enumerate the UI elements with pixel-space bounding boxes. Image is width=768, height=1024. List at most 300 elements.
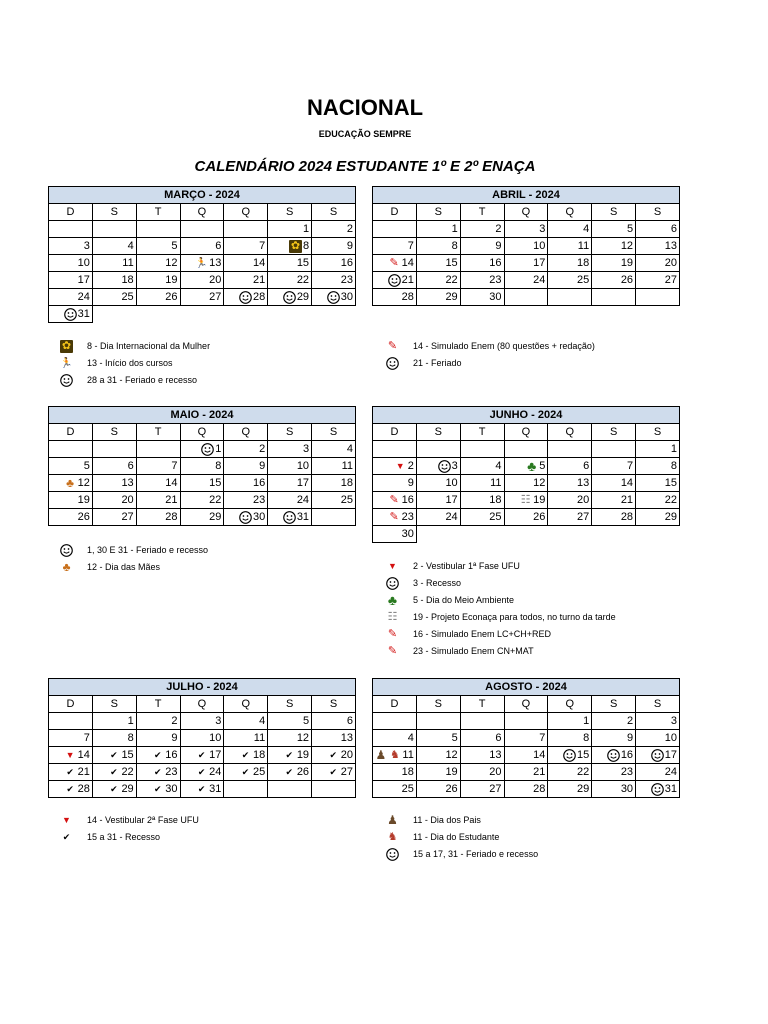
building-icon xyxy=(386,611,399,624)
legend-text: 21 - Feriado xyxy=(413,358,462,368)
smiley-icon xyxy=(239,511,252,524)
day-cell xyxy=(224,509,268,526)
day-cell xyxy=(636,475,680,492)
day-number: 4 xyxy=(495,460,502,472)
day-cell xyxy=(416,441,460,458)
day-number: 30 xyxy=(620,783,634,795)
legend-text: 3 - Recesso xyxy=(413,578,462,588)
day-cell xyxy=(224,713,268,730)
weekday-header: S xyxy=(416,424,460,441)
day-number: 30 xyxy=(340,291,353,303)
father-icon xyxy=(374,749,387,762)
day-cell xyxy=(180,475,224,492)
day-number: 29 xyxy=(445,291,458,303)
week-row xyxy=(373,458,680,475)
day-cell xyxy=(136,747,180,764)
day-cell xyxy=(180,747,224,764)
legend-item xyxy=(60,355,210,372)
day-number: 19 xyxy=(165,274,178,286)
weekday-header: Q xyxy=(180,424,224,441)
month-header: MAIO - 2024 xyxy=(49,407,356,424)
smiley-icon xyxy=(386,357,399,370)
day-cell xyxy=(92,747,136,764)
sunflower-icon xyxy=(60,340,73,353)
month-marco xyxy=(48,186,356,323)
weekday-header: T xyxy=(136,204,180,221)
day-cell xyxy=(416,272,460,289)
check-icon xyxy=(151,749,164,762)
smiley-icon xyxy=(607,749,620,762)
day-cell xyxy=(312,730,356,747)
day-cell xyxy=(92,764,136,781)
day-cell xyxy=(636,509,680,526)
day-cell xyxy=(312,289,356,306)
day-cell xyxy=(136,238,180,255)
day-number: 9 xyxy=(626,732,634,744)
legend-item xyxy=(60,559,208,576)
weekday-header: S xyxy=(312,424,356,441)
day-number: 26 xyxy=(620,274,634,286)
check-icon xyxy=(107,766,120,779)
day-number: 10 xyxy=(77,257,90,269)
day-number: 5 xyxy=(539,460,546,472)
student-icon xyxy=(386,831,399,844)
day-cell xyxy=(92,713,136,730)
day-cell xyxy=(268,289,312,306)
day-cell xyxy=(548,730,592,747)
day-cell xyxy=(92,475,136,492)
day-number: 2 xyxy=(346,223,353,235)
day-number: 30 xyxy=(489,291,502,303)
day-cell xyxy=(504,730,548,747)
day-number: 7 xyxy=(539,732,546,744)
day-cell xyxy=(268,255,312,272)
legend-text: 14 - Simulado Enem (80 questões + redação) xyxy=(413,341,595,351)
week-row xyxy=(373,289,680,306)
weekday-header: Q xyxy=(180,696,224,713)
day-cell xyxy=(49,272,93,289)
legend-text: 16 - Simulado Enem LC+CH+RED xyxy=(413,629,552,639)
day-number: 8 xyxy=(215,460,222,472)
day-number: 9 xyxy=(346,240,353,252)
day-cell xyxy=(312,238,356,255)
day-cell xyxy=(504,764,548,781)
day-cell xyxy=(312,221,356,238)
day-number: 29 xyxy=(664,511,677,523)
day-number: 27 xyxy=(121,511,134,523)
day-cell xyxy=(592,492,636,509)
day-cell xyxy=(504,238,548,255)
weekday-header: Q xyxy=(548,696,592,713)
day-number: 17 xyxy=(209,749,222,761)
legend-maio xyxy=(60,542,208,576)
day-number: 20 xyxy=(209,274,222,286)
day-cell xyxy=(592,272,636,289)
day-cell xyxy=(548,289,592,306)
legend-item xyxy=(386,609,616,626)
smiley-icon xyxy=(239,291,252,304)
legend-text: 11 - Dia do Estudante xyxy=(413,832,500,842)
day-cell xyxy=(504,492,548,509)
day-cell xyxy=(92,441,136,458)
smiley-icon xyxy=(283,291,296,304)
runner-icon xyxy=(60,357,73,370)
month-julho xyxy=(48,678,356,798)
day-cell xyxy=(312,492,356,509)
day-cell xyxy=(224,475,268,492)
day-cell xyxy=(49,221,93,238)
month-header: ABRIL - 2024 xyxy=(373,187,680,204)
legend-text: 14 - Vestibular 2ª Fase UFU xyxy=(87,815,199,825)
trophy-icon xyxy=(394,460,407,473)
day-number: 1 xyxy=(127,715,134,727)
day-cell xyxy=(268,221,312,238)
day-cell xyxy=(312,713,356,730)
day-cell xyxy=(180,509,224,526)
day-cell xyxy=(460,492,504,509)
weekday-header: S xyxy=(416,204,460,221)
day-number: 22 xyxy=(576,766,590,778)
day-number: 10 xyxy=(445,477,458,489)
smiley-icon xyxy=(388,274,401,287)
legend-text: 12 - Dia das Mães xyxy=(87,562,161,572)
day-cell xyxy=(224,272,268,289)
day-number: 17 xyxy=(533,257,546,269)
weekday-header: S xyxy=(636,696,680,713)
check-icon xyxy=(327,766,340,779)
day-number: 12 xyxy=(77,477,90,489)
day-cell xyxy=(504,781,548,798)
check-icon xyxy=(239,749,252,762)
week-row xyxy=(49,492,356,509)
day-number: 22 xyxy=(296,274,310,286)
day-cell xyxy=(180,781,224,798)
smiley-icon xyxy=(386,848,399,861)
day-cell xyxy=(49,255,93,272)
day-number: 24 xyxy=(77,291,90,303)
day-cell xyxy=(373,272,417,289)
day-cell xyxy=(136,289,180,306)
week-row xyxy=(373,509,680,526)
day-cell xyxy=(504,441,548,458)
day-number: 3 xyxy=(539,223,546,235)
sunflower-icon xyxy=(289,240,302,253)
day-number: 18 xyxy=(340,477,353,489)
week-row xyxy=(373,255,680,272)
legend-item xyxy=(60,372,210,389)
day-cell xyxy=(268,509,312,526)
day-cell xyxy=(180,764,224,781)
weekday-header: Q xyxy=(504,204,548,221)
weekday-header: D xyxy=(373,424,417,441)
day-number: 14 xyxy=(620,477,634,489)
week-row xyxy=(373,272,680,289)
day-number: 20 xyxy=(576,494,590,506)
day-number: 24 xyxy=(533,274,546,286)
weekday-header: T xyxy=(136,424,180,441)
day-number: 27 xyxy=(489,783,502,795)
day-cell xyxy=(460,221,504,238)
day-cell xyxy=(49,306,93,323)
day-cell xyxy=(268,713,312,730)
day-cell xyxy=(136,730,180,747)
day-cell xyxy=(312,272,356,289)
day-cell xyxy=(592,713,636,730)
day-cell xyxy=(268,272,312,289)
legend-item xyxy=(386,592,616,609)
day-cell xyxy=(373,289,417,306)
day-number: 7 xyxy=(407,240,414,252)
smiley-icon xyxy=(327,291,340,304)
legend-text: 1, 30 E 31 - Feriado e recesso xyxy=(87,545,209,555)
week-row xyxy=(373,238,680,255)
day-cell xyxy=(504,221,548,238)
week-row xyxy=(49,255,356,272)
week-row xyxy=(373,730,680,747)
week-row xyxy=(49,475,356,492)
day-cell xyxy=(92,289,136,306)
day-number: 16 xyxy=(340,257,353,269)
day-number: 4 xyxy=(583,223,590,235)
day-number: 10 xyxy=(209,732,222,744)
week-row xyxy=(49,238,356,255)
day-number: 27 xyxy=(340,766,353,778)
day-cell xyxy=(373,221,417,238)
day-cell xyxy=(92,221,136,238)
weekday-header: D xyxy=(49,696,93,713)
legend-item xyxy=(386,558,616,575)
week-row xyxy=(49,458,356,475)
day-number: 23 xyxy=(340,274,353,286)
day-cell xyxy=(504,509,548,526)
day-cell xyxy=(592,289,636,306)
day-number: 16 xyxy=(165,749,178,761)
school-subtitle: EDUCAÇÃO SEMPRE xyxy=(318,129,412,139)
weekday-header: S xyxy=(312,204,356,221)
day-cell xyxy=(636,441,680,458)
day-number: 28 xyxy=(252,291,266,303)
check-icon xyxy=(107,783,120,796)
day-number: 12 xyxy=(620,240,634,252)
check-icon xyxy=(283,766,296,779)
smiley-icon xyxy=(651,783,664,796)
day-cell xyxy=(548,509,592,526)
day-number: 24 xyxy=(664,766,677,778)
day-cell xyxy=(636,713,680,730)
week-row xyxy=(49,713,356,730)
check-icon xyxy=(283,749,296,762)
day-number: 21 xyxy=(77,766,90,778)
day-cell xyxy=(49,475,93,492)
week-row xyxy=(373,221,680,238)
day-number: 3 xyxy=(215,715,222,727)
day-cell xyxy=(504,475,548,492)
weekday-header: Q xyxy=(548,204,592,221)
day-number: 21 xyxy=(620,494,634,506)
day-number: 13 xyxy=(340,732,353,744)
weekday-header: T xyxy=(136,696,180,713)
day-number: 17 xyxy=(664,749,677,761)
pen-icon xyxy=(388,257,401,270)
day-number: 28 xyxy=(620,511,634,523)
day-number: 20 xyxy=(664,257,677,269)
day-number: 29 xyxy=(576,783,590,795)
day-cell xyxy=(373,713,417,730)
day-number: 20 xyxy=(489,766,502,778)
day-cell xyxy=(373,238,417,255)
day-number: 11 xyxy=(577,240,590,252)
day-cell xyxy=(136,255,180,272)
legend-item xyxy=(386,829,538,846)
weekday-header: S xyxy=(92,696,136,713)
day-cell xyxy=(373,730,417,747)
day-cell xyxy=(268,781,312,798)
week-row xyxy=(49,289,356,306)
smiley-icon xyxy=(60,374,73,387)
legend-item xyxy=(386,846,538,863)
day-number: 7 xyxy=(171,460,178,472)
day-number: 18 xyxy=(121,274,134,286)
day-number: 1 xyxy=(583,715,590,727)
day-number: 23 xyxy=(165,766,178,778)
day-number: 13 xyxy=(489,749,502,761)
weekday-header: S xyxy=(592,696,636,713)
day-cell xyxy=(224,441,268,458)
day-number: 2 xyxy=(171,715,178,727)
legend-item xyxy=(60,829,199,846)
day-cell xyxy=(504,289,548,306)
day-cell xyxy=(268,730,312,747)
day-cell xyxy=(592,730,636,747)
day-number: 23 xyxy=(401,511,414,523)
day-number: 8 xyxy=(302,240,310,252)
day-cell xyxy=(373,747,417,764)
day-cell xyxy=(49,238,93,255)
day-cell xyxy=(180,458,224,475)
week-row xyxy=(373,764,680,781)
day-number: 12 xyxy=(533,477,546,489)
check-icon xyxy=(195,783,208,796)
day-number: 9 xyxy=(259,460,266,472)
day-number: 27 xyxy=(209,291,222,303)
day-cell xyxy=(548,458,592,475)
day-number: 15 xyxy=(296,257,310,269)
day-number: 8 xyxy=(451,240,458,252)
day-cell xyxy=(416,289,460,306)
day-cell xyxy=(373,526,417,543)
day-number: 3 xyxy=(670,715,677,727)
day-cell xyxy=(312,441,356,458)
day-number: 28 xyxy=(165,511,178,523)
day-number: 9 xyxy=(407,477,414,489)
day-cell xyxy=(636,458,680,475)
day-cell xyxy=(416,781,460,798)
weekday-header: Q xyxy=(180,204,224,221)
day-cell xyxy=(548,221,592,238)
day-cell xyxy=(180,492,224,509)
father-icon xyxy=(386,814,399,827)
day-cell xyxy=(92,255,136,272)
day-number: 24 xyxy=(296,494,310,506)
day-number: 30 xyxy=(165,783,178,795)
day-number: 20 xyxy=(340,749,353,761)
day-cell xyxy=(268,492,312,509)
day-number: 4 xyxy=(346,443,353,455)
day-cell xyxy=(460,764,504,781)
day-cell xyxy=(636,289,680,306)
weekday-header: T xyxy=(460,696,504,713)
day-number: 8 xyxy=(127,732,134,744)
day-number: 14 xyxy=(533,749,546,761)
day-cell xyxy=(224,238,268,255)
day-cell xyxy=(592,781,636,798)
day-cell xyxy=(592,764,636,781)
day-number: 10 xyxy=(664,732,677,744)
day-cell xyxy=(592,441,636,458)
day-cell xyxy=(592,255,636,272)
day-number: 6 xyxy=(346,715,353,727)
smiley-icon xyxy=(64,308,77,321)
day-cell xyxy=(460,713,504,730)
day-number: 22 xyxy=(209,494,222,506)
day-cell xyxy=(548,441,592,458)
day-number: 16 xyxy=(489,257,502,269)
check-icon xyxy=(195,766,208,779)
day-number: 31 xyxy=(77,308,90,320)
day-cell xyxy=(592,747,636,764)
day-cell xyxy=(92,730,136,747)
week-row xyxy=(49,781,356,798)
day-number: 1 xyxy=(670,443,677,455)
legend-item xyxy=(386,643,616,660)
pen-icon xyxy=(386,645,399,658)
weekday-header: D xyxy=(373,204,417,221)
day-number: 25 xyxy=(252,766,266,778)
day-number: 22 xyxy=(664,494,677,506)
month-header: MARÇO - 2024 xyxy=(49,187,356,204)
day-number: 18 xyxy=(489,494,502,506)
weekday-header: T xyxy=(460,424,504,441)
day-cell xyxy=(224,747,268,764)
day-cell xyxy=(416,238,460,255)
month-maio xyxy=(48,406,356,526)
day-cell xyxy=(416,730,460,747)
legend-item xyxy=(60,812,199,829)
day-cell xyxy=(136,764,180,781)
day-cell xyxy=(136,713,180,730)
day-number: 15 xyxy=(121,749,134,761)
day-number: 14 xyxy=(252,257,266,269)
smiley-icon xyxy=(386,577,399,590)
day-number: 31 xyxy=(209,783,222,795)
day-cell xyxy=(224,764,268,781)
day-cell xyxy=(373,441,417,458)
day-number: 16 xyxy=(620,749,634,761)
day-cell xyxy=(460,730,504,747)
day-cell xyxy=(92,272,136,289)
day-number: 7 xyxy=(83,732,90,744)
day-cell xyxy=(136,509,180,526)
day-cell xyxy=(136,441,180,458)
day-number: 27 xyxy=(576,511,590,523)
day-number: 30 xyxy=(252,511,266,523)
day-number: 15 xyxy=(209,477,222,489)
month-agosto xyxy=(372,678,680,798)
legend-marco xyxy=(60,338,210,389)
day-cell xyxy=(49,713,93,730)
day-number: 6 xyxy=(583,460,590,472)
day-number: 10 xyxy=(296,460,310,472)
